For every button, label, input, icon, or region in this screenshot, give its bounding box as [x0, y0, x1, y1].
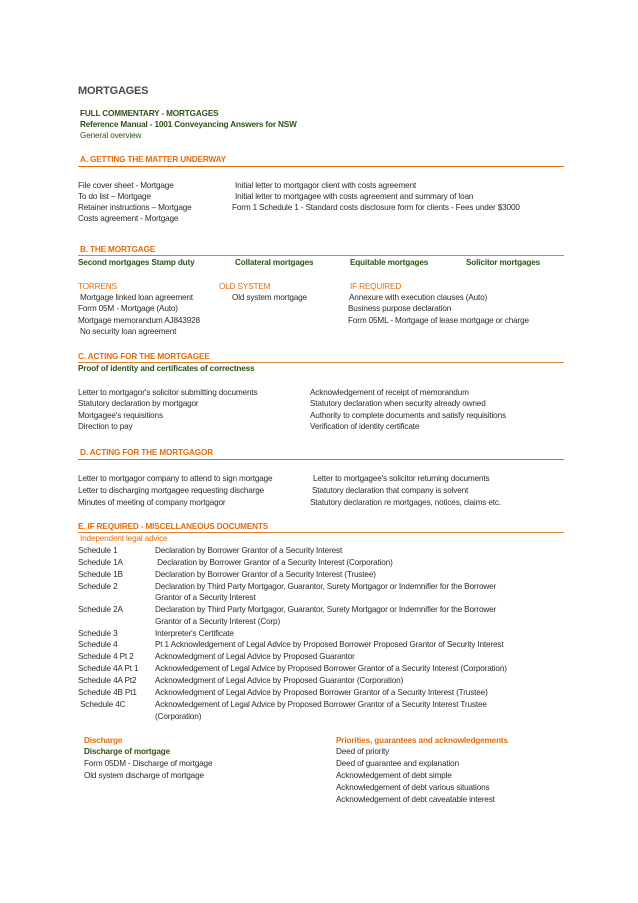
- section-d-left-3: Minutes of meeting of company mortgagor: [78, 498, 226, 507]
- section-c-heading: C. ACTING FOR THE MORTGAGEE: [78, 352, 210, 361]
- schedule-code: Schedule 2: [78, 582, 118, 591]
- section-a-left-3: Retainer instructions – Mortgage: [78, 203, 192, 212]
- torrens-label: TORRENS: [78, 282, 117, 291]
- schedule-desc: Declaration by Borrower Grantor of a Security Interest (Trustee): [155, 570, 376, 579]
- schedule-code: Schedule 3: [78, 629, 118, 638]
- section-c-right-2: Statutory declaration when security already owned: [310, 399, 486, 408]
- schedule-desc: Declaration by Third Party Mortgagor, Guarantor, Surety Mortgagor or Indemnifier for the Borrower: [155, 605, 497, 614]
- if-required-label: IF REQUIRED: [350, 282, 402, 291]
- if-required-item-1: Annexure with execution clauses (Auto): [349, 293, 488, 302]
- schedule-desc: Pt 1 Acknowledgement of Legal Advice by Proposed Borrower Proposed Grantor of Security Interest: [155, 640, 504, 649]
- section-c-right-1: Acknowledgement of receipt of memorandum: [310, 388, 469, 397]
- section-c-left-1: Letter to mortgagor's solicitor submitting documents: [78, 388, 258, 397]
- schedule-desc: Declaration by Third Party Mortgagor, Guarantor, Surety Mortgagor or Indemnifier for the Borrower: [155, 582, 497, 591]
- section-b-subhead-4: Solicitor mortgages: [466, 258, 541, 267]
- section-c-left-2: Statutory declaration by mortgagor: [78, 399, 199, 408]
- schedule-desc: Declaration by Borrower Grantor of a Security Interest: [155, 546, 343, 555]
- section-d-left-1: Letter to mortgagor company to attend to sign mortgage: [78, 474, 273, 483]
- section-d-right-1: Letter to mortgagee's solicitor returning documents: [313, 474, 490, 483]
- section-b-heading: B. THE MORTGAGE: [80, 245, 156, 254]
- section-c-right-3: Authority to complete documents and satisfy requisitions: [310, 411, 506, 420]
- old-system-label: OLD SYSTEM: [219, 282, 271, 291]
- if-required-item-2: Business purpose declaration: [348, 304, 452, 313]
- schedule-code: Schedule 1A: [78, 558, 123, 567]
- section-e-subheading: Independent legal advice: [80, 534, 168, 543]
- schedule-desc: Acknowledgment of Legal Advice by Proposed Guarantor: [155, 652, 355, 661]
- section-a-heading: A. GETTING THE MATTER UNDERWAY: [80, 155, 226, 164]
- torrens-item-3: Mortgage memorandum AJ843928: [78, 316, 200, 325]
- section-b-subhead-2: Collateral mortgages: [235, 258, 314, 267]
- schedule-code: Schedule 1B: [78, 570, 123, 579]
- section-b-subhead-3: Equitable mortgages: [350, 258, 429, 267]
- section-d-rule: [78, 459, 564, 460]
- priorities-item-5: Acknowledgement of debt caveatable interest: [336, 795, 495, 804]
- discharge-subheading: Discharge of mortgage: [84, 747, 171, 756]
- section-a-right-1: Initial letter to mortgagor client with costs agreement: [235, 181, 417, 190]
- old-system-item-1: Old system mortgage: [232, 293, 307, 302]
- schedule-desc: Declaration by Borrower Grantor of a Security Interest (Corporation): [155, 558, 393, 567]
- schedule-desc: Acknowledgment of Legal Advice by Proposed Borrower Grantor of a Security Interest (Trustee): [155, 688, 488, 697]
- schedule-code: Schedule 4A Pt2: [78, 676, 137, 685]
- torrens-item-4: No security loan agreement: [80, 327, 177, 336]
- discharge-heading: Discharge: [84, 736, 123, 745]
- section-a-left-2: To do list – Mortgage: [78, 192, 151, 201]
- discharge-item-2: Old system discharge of mortgage: [84, 771, 204, 780]
- section-d-right-3: Statutory declaration re mortgages, notices, claims etc.: [310, 498, 501, 507]
- section-b-rule: [78, 255, 564, 256]
- schedule-desc: Acknowledgement of Legal Advice by Proposed Borrower Grantor of a Security Interest (Corporation): [155, 664, 507, 673]
- torrens-item-2: Form 05M - Mortgage (Auto): [78, 304, 178, 313]
- schedule-code: Schedule 4C: [78, 700, 126, 709]
- torrens-item-1: Mortgage linked loan agreement: [80, 293, 193, 302]
- schedule-code: Schedule 1: [78, 546, 118, 555]
- priorities-item-1: Deed of priority: [336, 747, 390, 756]
- schedule-code: Schedule 4 Pt 2: [78, 652, 134, 661]
- priorities-item-3: Acknowledgement of debt simple: [336, 771, 452, 780]
- intro-line-2: Reference Manual - 1001 Conveyancing Answers for NSW: [80, 120, 297, 129]
- intro-line-3: General overview: [80, 131, 142, 140]
- section-a-rule: [78, 166, 564, 167]
- schedule-code: Schedule 4A Pt 1: [78, 664, 139, 673]
- section-e-heading: E. IF REQUIRED - MISCELLANEOUS DOCUMENTS: [78, 522, 269, 531]
- section-c-left-4: Direction to pay: [78, 422, 133, 431]
- schedule-desc: Acknowledgement of Legal Advice by Proposed Borrower Grantor of a Security Interest Trustee: [155, 700, 487, 709]
- discharge-item-1: Form 05DM - Discharge of mortgage: [84, 759, 213, 768]
- section-a-right-3: Form 1 Schedule 1 - Standard costs disclosure form for clients - Fees under $3000: [232, 203, 520, 212]
- priorities-item-4: Acknowledgement of debt various situations: [336, 783, 490, 792]
- section-c-subheading: Proof of identity and certificates of correctness: [78, 364, 255, 373]
- if-required-item-3: Form 05ML - Mortgage of lease mortgage or charge: [348, 316, 529, 325]
- section-a-left-4: Costs agreement - Mortgage: [78, 214, 179, 223]
- schedule-code: Schedule 2A: [78, 605, 123, 614]
- schedule-desc: Interpreter's Certificate: [155, 629, 234, 638]
- schedule-desc-cont: Grantor of a Security Interest (Corp): [155, 617, 281, 626]
- section-a-left-1: File cover sheet - Mortgage: [78, 181, 174, 190]
- page-title: MORTGAGES: [78, 85, 149, 97]
- schedule-code: Schedule 4: [78, 640, 118, 649]
- schedule-desc: Acknowledgment of Legal Advice by Proposed Guarantor (Corporation): [155, 676, 404, 685]
- schedule-desc-cont: Grantor of a Security Interest: [155, 593, 256, 602]
- section-a-right-2: Initial letter to mortgagee with costs agreement and summary of loan: [235, 192, 474, 201]
- schedule-code: Schedule 4B Pt1: [78, 688, 137, 697]
- section-c-left-3: Mortgagee's requisitions: [78, 411, 163, 420]
- priorities-item-2: Deed of guarantee and explanation: [336, 759, 459, 768]
- section-d-heading: D. ACTING FOR THE MORTGAGOR: [80, 448, 214, 457]
- section-d-left-2: Letter to discharging mortgagee requesting discharge: [78, 486, 265, 495]
- intro-line-1: FULL COMMENTARY - MORTGAGES: [80, 109, 219, 118]
- section-d-right-2: Statutory declaration that company is solvent: [312, 486, 469, 495]
- priorities-heading: Priorities, guarantees and acknowledgements: [336, 736, 508, 745]
- section-c-right-4: Verification of identity certificate: [310, 422, 420, 431]
- schedule-desc-cont: (Corporation): [155, 712, 202, 721]
- section-b-subhead-1: Second mortgages Stamp duty: [78, 258, 195, 267]
